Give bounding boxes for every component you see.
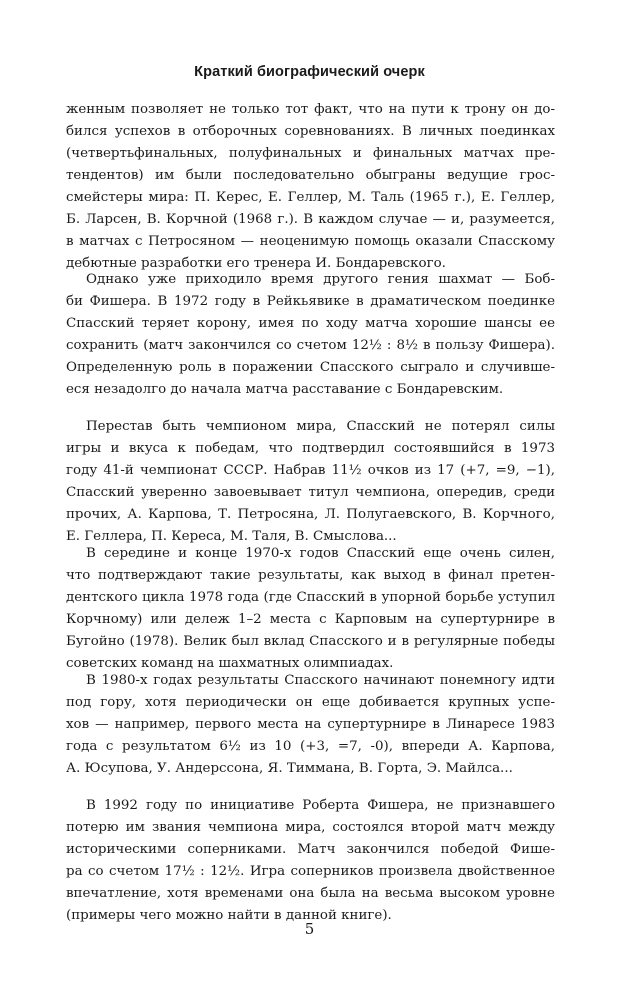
text-line: бился успехов в отборочных соревнованиях. В личных поединках [66, 124, 555, 139]
text-line: А. Юсупова, У. Андерссона, Я. Тиммана, В. Горта, Э. Майлса... [66, 761, 513, 776]
text-line: Перестав быть чемпионом мира, Спасский не потерял силы [86, 419, 555, 434]
paragraph-3 [66, 416, 555, 548]
text-line: ра со счетом 17½ : 12½. Игра соперников произвела двойственное [66, 864, 555, 879]
text-line: под гору, хотя периодически он еще добивается крупных успе- [66, 695, 555, 710]
text-line: дебютные разработки его тренера И. Бондаревского. [66, 256, 446, 271]
text-line: В 1980-х годах результаты Спасского начинают понемногу идти [86, 673, 555, 688]
text-line: что подтверждают такие результаты, как выход в финал претен- [66, 568, 555, 583]
text-line: Корчному) или дележ 1–2 места с Карповым на супертурнире в [66, 612, 555, 627]
text-line: хов — например, первого места на супертурнире в Линаресе 1983 [66, 717, 555, 732]
text-line: Спасский теряет корону, имея по ходу матча хорошие шансы ее [66, 316, 555, 331]
text-line: игры и вкуса к победам, что подтвердил состоявшийся в 1973 [66, 441, 555, 456]
text-line: в матчах с Петросяном — неоценимую помощь оказали Спасскому [66, 234, 555, 249]
running-header: Краткий биографический очерк [194, 64, 425, 80]
paragraph-5 [66, 670, 555, 780]
text-line: (примеры чего можно найти в данной книге). [66, 908, 392, 923]
text-line: еся незадолго до начала матча расставание с Бондаревским. [66, 382, 504, 397]
paragraph-1 [66, 99, 555, 275]
text-line: В середине и конце 1970-х годов Спасский еще очень силен, [86, 546, 555, 561]
text-line: впечатление, хотя временами она была на весьма высоком уровне [66, 886, 555, 901]
text-line: би Фишера. В 1972 году в Рейкьявике в драматическом поединке [66, 294, 555, 309]
text-line: (четвертьфинальных, полуфинальных и финальных матчах пре- [66, 146, 555, 161]
text-line: В 1992 году по инициативе Роберта Фишера, не признавшего [86, 798, 555, 813]
text-line: женным позволяет не только тот факт, что на пути к трону он до- [66, 102, 555, 117]
text-line: Спасский уверенно завоевывает титул чемпиона, опередив, среди [66, 485, 555, 500]
text-line: сохранить (матч закончился со счетом 12½ : 8½ в пользу Фишера). [66, 338, 555, 353]
text-line: Бугойно (1978). Велик был вклад Спасского и в регулярные победы [66, 634, 555, 649]
text-line: года с результатом 6½ из 10 (+3, =7, -0), впереди А. Карпова, [66, 739, 555, 754]
paragraph-2 [66, 269, 555, 401]
text-line: советских команд на шахматных олимпиадах. [66, 656, 394, 671]
text-line: историческими соперниками. Матч закончился победой Фише- [66, 842, 555, 857]
text-line: тендентов) им были последовательно обыграны ведущие грос- [66, 168, 555, 183]
paragraph-4 [66, 543, 555, 675]
text-line: Е. Геллера, П. Кереса, М. Таля, В. Смыслова... [66, 529, 397, 544]
page-number: 5 [304, 920, 315, 938]
text-line: дентского цикла 1978 года (где Спасский в упорной борьбе уступил [66, 590, 555, 605]
text-line: Определенную роль в поражении Спасского сыграло и случивше- [66, 360, 555, 375]
paragraph-6 [66, 795, 555, 927]
text-line: Однако уже приходило время другого гения шахмат — Боб- [86, 272, 555, 287]
text-line: смейстеры мира: П. Керес, Е. Геллер, М. Таль (1965 г.), Е. Геллер, [66, 190, 555, 205]
text-line: прочих, А. Карпова, Т. Петросяна, Л. Полугаевского, В. Корчного, [66, 507, 555, 522]
text-line: Б. Ларсен, В. Корчной (1968 г.). В каждом случае — и, разумеется, [66, 212, 555, 227]
text-line: году 41-й чемпионат СССР. Набрав 11½ очков из 17 (+7, =9, −1), [66, 463, 555, 478]
text-line: потерю им звания чемпиона мира, состоялся второй матч между [66, 820, 555, 835]
